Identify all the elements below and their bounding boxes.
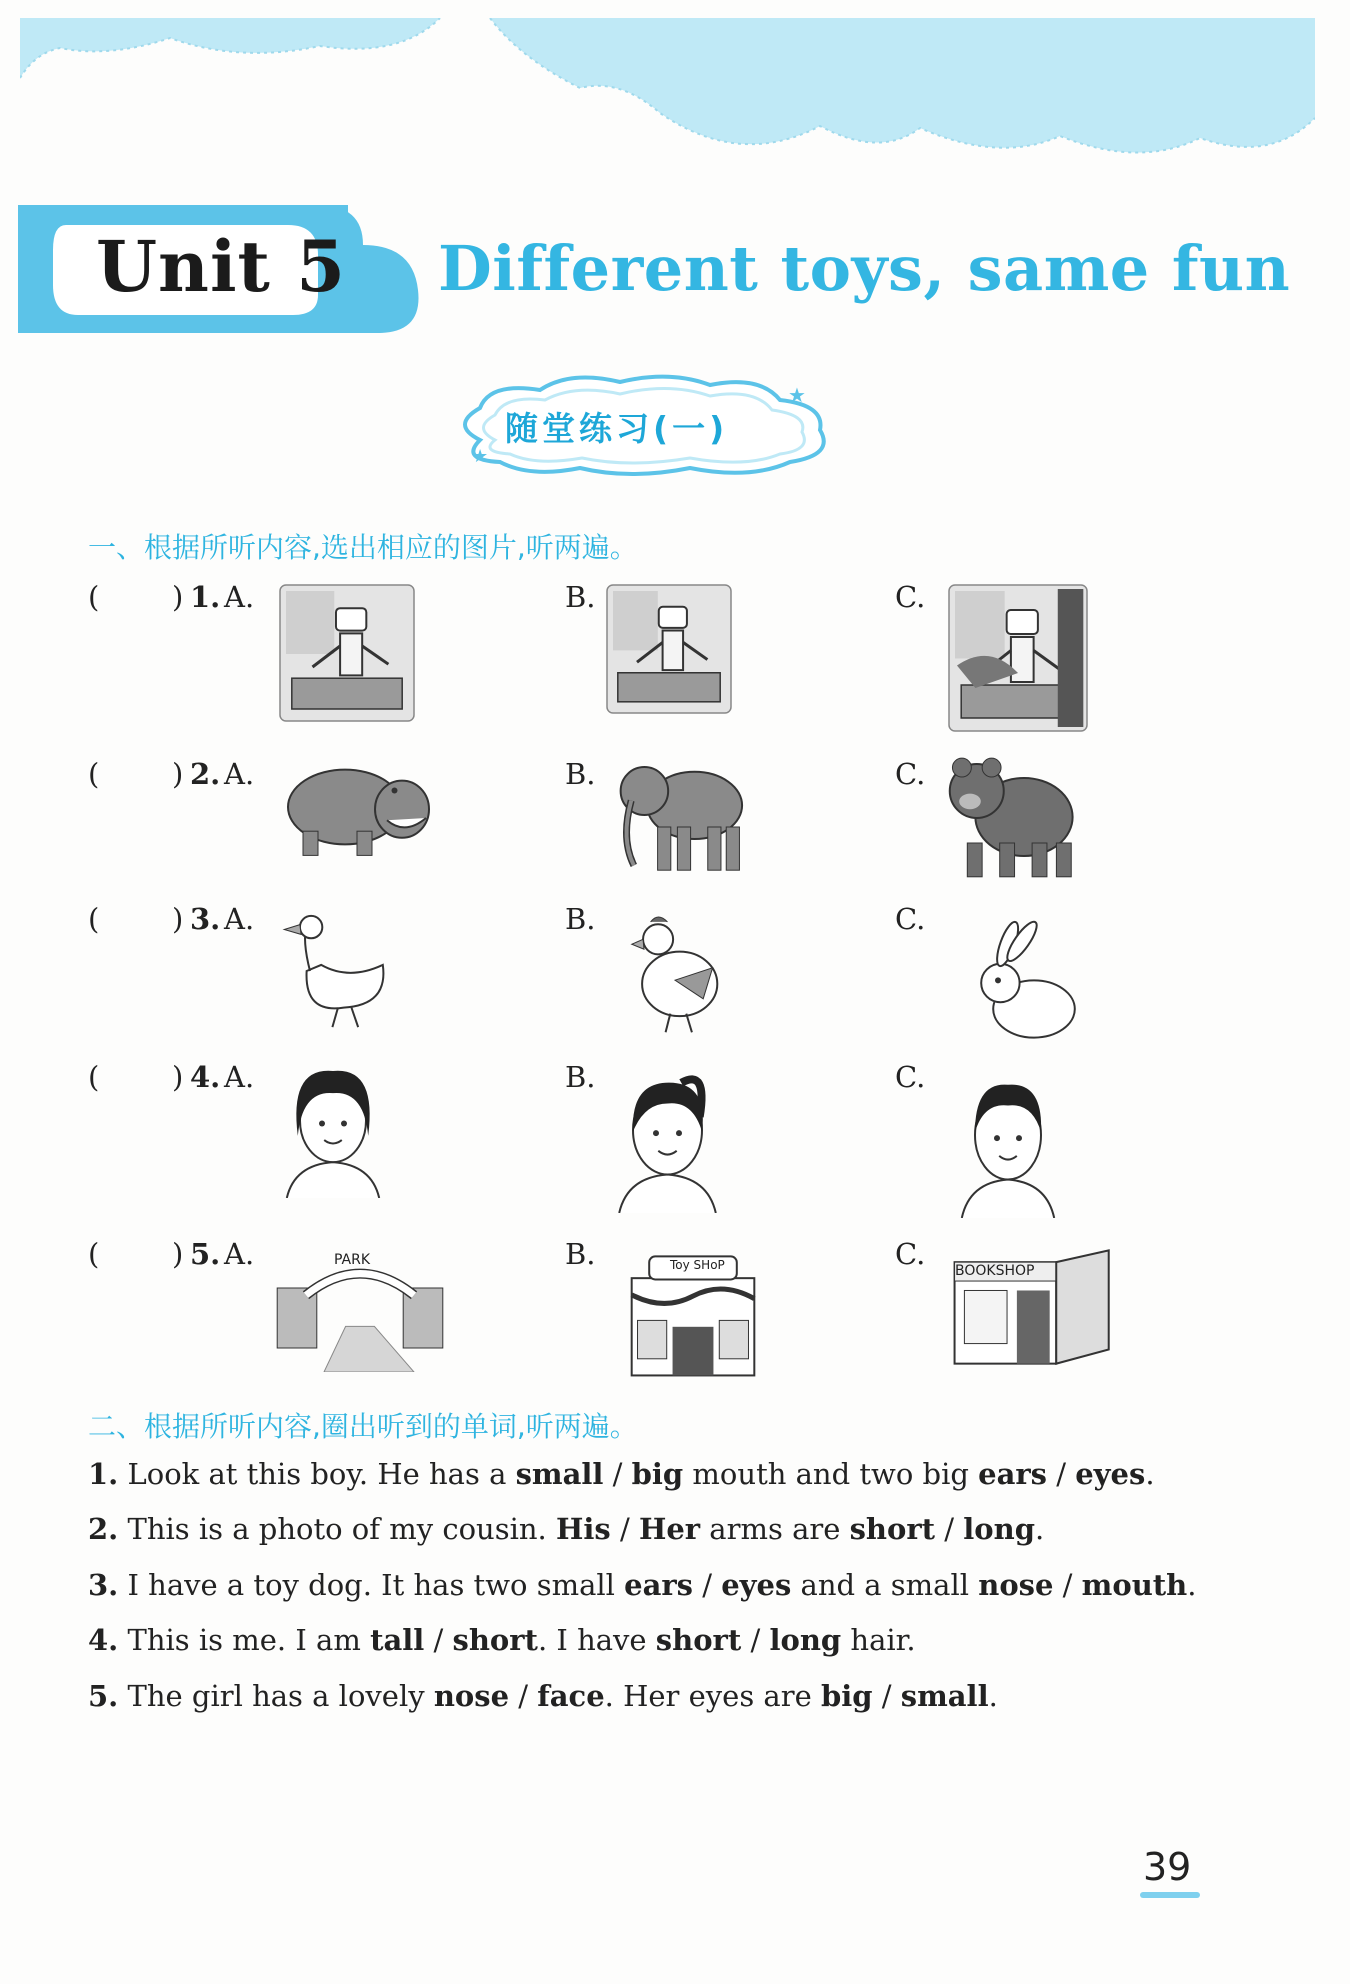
sentence-text: / [872,1679,901,1713]
sentence-text: / [935,1512,964,1546]
hippo-icon [282,752,432,862]
sentence-text: . Her eyes are [604,1679,821,1713]
sentence-number: 2. [88,1512,119,1546]
sentence-text: / [693,1568,722,1602]
top-cloud-banner [20,18,1315,168]
word-choice[interactable]: short [655,1623,742,1657]
sentence-text: . [1187,1568,1197,1602]
sentence-text: / [509,1679,538,1713]
word-choice[interactable]: eyes [721,1568,792,1602]
rabbit-icon [962,918,1082,1048]
question-number: 5. [190,1237,221,1271]
sentence-number: 1. [88,1457,119,1491]
word-choice[interactable]: big [631,1457,684,1491]
question-number: 1. [190,580,221,614]
sentence-text: / [1053,1568,1082,1602]
option-letter: C. [895,1060,926,1094]
sentence-number: 3. [88,1568,119,1602]
option-letter: A. [224,580,255,614]
sentence-text: hair. [841,1623,916,1657]
answer-paren-close: ) [172,1060,184,1094]
short-hair-girl-icon [278,1060,388,1198]
answer-paren-open: ( [88,902,100,936]
sentence-line [88,1457,1155,1491]
option-letter: A. [224,1060,255,1094]
question-number: 3. [190,902,221,936]
unit-title: Different toys, same fun [438,232,1291,305]
word-choice[interactable]: short [452,1623,538,1657]
sentence-number: 4. [88,1623,119,1657]
practice-label: 随堂练习(一) [505,409,729,448]
section2-instruction: 二、根据所听内容,圈出听到的单词,听两遍。 [88,1410,638,1443]
word-choice[interactable]: eyes [1075,1457,1146,1491]
word-choice[interactable]: small [900,1679,989,1713]
sentence-text: . [1035,1512,1045,1546]
sentence-text: This is me. I am [118,1623,371,1657]
sentence-text: Look at this boy. He has a [118,1457,516,1491]
svg-text:★: ★ [788,383,806,407]
word-choice[interactable]: face [537,1679,605,1713]
robot-cleaning-room-icon [947,583,1089,733]
word-choice[interactable]: mouth [1081,1568,1188,1602]
word-choice[interactable]: nose [978,1568,1054,1602]
word-choice[interactable]: nose [433,1679,510,1713]
sentence-line [88,1679,998,1713]
robot-cooking-icon [278,583,416,723]
answer-paren-open: ( [88,580,100,614]
word-choice[interactable]: short [849,1512,936,1546]
robot-vacuum-icon [605,583,733,715]
option-letter: B. [565,1060,596,1094]
sentence-text: mouth and two big [683,1457,979,1491]
park-sign: PARK [334,1252,371,1268]
option-letter: B. [565,1237,596,1271]
answer-paren-close: ) [172,902,184,936]
sentence-text: . [988,1679,998,1713]
answer-paren-open: ( [88,757,100,791]
unit-label: Unit 5 [96,225,346,308]
sentence-text: and a small [791,1568,979,1602]
sentence-text: / [1047,1457,1076,1491]
word-choice[interactable]: small [515,1457,604,1491]
toy-shop-sign: Toy SHoP [670,1258,725,1272]
sentence-text: I have a toy dog. It has two small [118,1568,625,1602]
word-choice[interactable]: ears [978,1457,1048,1491]
word-choice[interactable]: Her [638,1512,701,1546]
word-choice[interactable]: long [769,1623,842,1657]
sentence-text: . I have [537,1623,656,1657]
question-number: 2. [190,757,221,791]
answer-paren-open: ( [88,1060,100,1094]
sentence-line [88,1512,1044,1546]
word-choice[interactable]: ears [624,1568,693,1602]
sentence-line [88,1568,1196,1602]
question-number: 4. [190,1060,221,1094]
bookshop-sign: BOOKSHOP [955,1263,1035,1279]
word-choice[interactable]: tall [370,1623,425,1657]
sentence-line [88,1623,916,1657]
bear-icon [943,752,1078,882]
elephant-icon [618,755,750,875]
page-number-underline [1140,1892,1200,1900]
sentence-text: This is a photo of my cousin. [118,1512,556,1546]
answer-paren-close: ) [172,1237,184,1271]
option-letter: A. [224,757,255,791]
hen-icon [628,912,722,1036]
answer-paren-open: ( [88,1237,100,1271]
park-gate-icon [270,1252,450,1372]
sentence-text: / [610,1512,639,1546]
sentence-number: 5. [88,1679,119,1713]
page-number: 39 [1143,1845,1192,1889]
sentence-text: / [603,1457,632,1491]
word-choice[interactable]: big [820,1679,873,1713]
option-letter: C. [895,902,926,936]
option-letter: A. [224,902,255,936]
option-letter: A. [224,1237,255,1271]
option-letter: C. [895,580,926,614]
answer-paren-close: ) [172,580,184,614]
section1-instruction: 一、根据所听内容,选出相应的图片,听两遍。 [88,531,638,564]
sentence-text: arms are [700,1512,850,1546]
option-letter: C. [895,1237,926,1271]
word-choice[interactable]: long [963,1512,1035,1546]
option-letter: B. [565,902,596,936]
answer-paren-close: ) [172,757,184,791]
sentence-text: The girl has a lovely [118,1679,434,1713]
option-letter: B. [565,757,596,791]
svg-text:★: ★ [472,446,489,467]
sentence-text: . [1145,1457,1155,1491]
sentence-text: / [424,1623,453,1657]
duck-icon [282,910,394,1032]
option-letter: B. [565,580,596,614]
word-choice[interactable]: His [555,1512,611,1546]
option-letter: C. [895,757,926,791]
boy-icon [953,1070,1063,1218]
ponytail-girl-icon [610,1065,725,1213]
sentence-text: / [741,1623,770,1657]
